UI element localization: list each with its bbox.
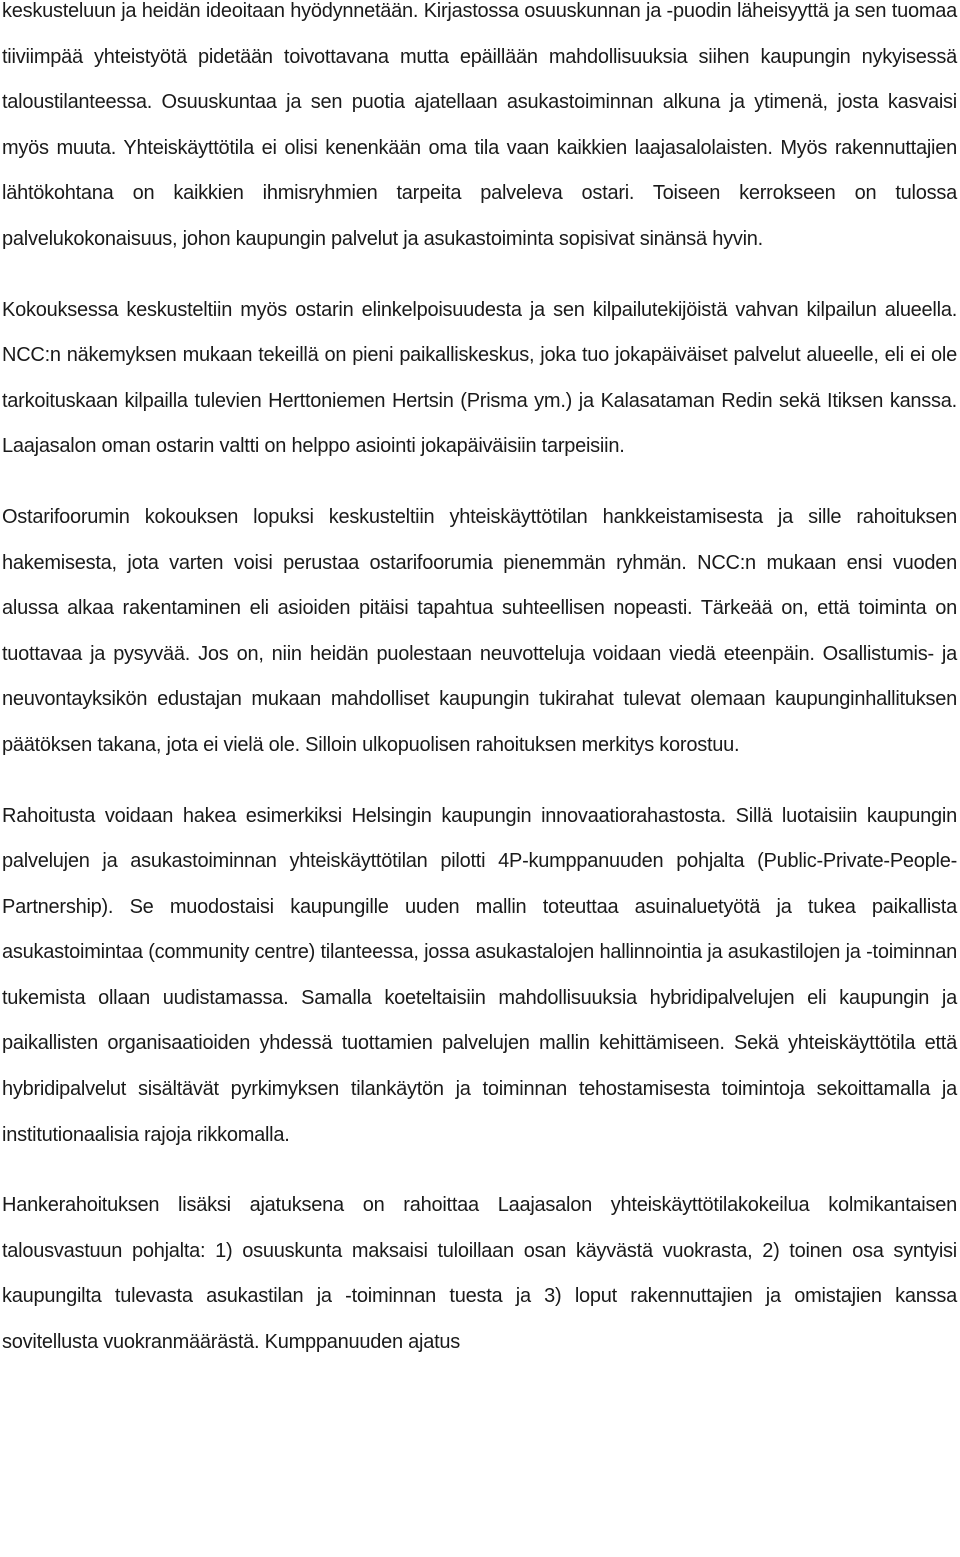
document-page — [2, 0, 957, 1366]
paragraph-shopping-centre-competition: Kokouksessa keskusteltiin myös ostarin elinkelpoisuudesta ja sen kilpailutekijöistä vahvan kilpailun alueella. NCC:n näkemyksen mukaan tekeillä on pieni paikalliskeskus, joka tuo jokapäiväiset palvelut alueelle, eli ei ole tarkoituskaan kilpailla tulevien Herttoniemen Hertsin (Prisma ym.) ja Kalasataman Redin sekä Itiksen kanssa. Laajasalon oman ostarin valtti on helppo asiointi jokapäiväisiin tarpeisiin. — [2, 298, 957, 458]
paragraph-funding-discussion: Ostarifoorumin kokouksen lopuksi keskusteltiin yhteiskäyttötilan hankkeistamisesta ja sille rahoituksen hakemisesta, jota varten voisi perustaa ostarifoorumia pienemmän ryhmän. NCC:n mukaan ensi vuoden alussa alkaa rakentaminen eli asioiden pitäisi tapahtua suhteellisen nopeasti. Tärkeää on, että toiminta on tuottavaa ja pysyvää. Jos on, niin heidän puolestaan neuvotteluja voidaan viedä eteenpäin. Osallistumis- ja neuvontayksikön edustajan mukaan mahdolliset kaupungin tukirahat tulevat olemaan kaupunginhallituksen päätöksen takana, jota ei vielä ole. Silloin ulkopuolisen rahoituksen merkitys korostuu. — [2, 505, 957, 756]
paragraph-innovation-fund: Rahoitusta voidaan hakea esimerkiksi Helsingin kaupungin innovaatiorahastosta. Sillä luotaisiin kaupungin palvelujen ja asukastoiminnan yhteiskäyttötilan pilotti 4P-kumppanuuden pohjalta (Public-Private-People-Partnership). Se muodostaisi kaupungille uuden mallin toteuttaa asuinaluetyötä ja tukea paikallista asukastoimintaa (community centre) tilanteessa, jossa asukastalojen hallinnointia ja asukastilojen ja -toiminnan tukemista ollaan uudistamassa. Samalla koeteltaisiin mahdollisuuksia hybridipalvelujen eli kaupungin ja paikallisten organisaatioiden yhdessä tuottamien palvelujen mallin kehittämiseen. Sekä yhteiskäyttötila että hybridipalvelut sisältävät pyrkimyksen tilankäytön ja toiminnan tehostamisesta toimintoja sekoittamalla ja institutionaalisia rajoja rikkomalla. — [2, 804, 957, 1146]
paragraph-tripartite-funding: Hankerahoituksen lisäksi ajatuksena on rahoittaa Laajasalon yhteiskäyttötilakokeilua kolmikantaisen talousvastuun pohjalta: 1) osuuskunta maksaisi tuloillaan osan käyvästä vuokrasta, 2) toinen osa syntyisi kaupungilta tulevasta asukastilan ja -toiminnan tuesta ja 3) loput rakennuttajien ja omistajien kanssa sovitellusta vuokranmäärästä. Kumppanuuden ajatus — [2, 1194, 957, 1354]
paragraph-library-cooperative: keskusteluun ja heidän ideoitaan hyödynnetään. Kirjastossa osuuskunnan ja -puodin läheisyyttä ja sen tuomaa tiiviimpää yhteistyötä pidetään toivottavana mutta epäillään mahdollisuuksia siihen kaupungin nykyisessä taloustilanteessa. Osuuskuntaa ja sen puotia ajatellaan asukastoiminnan alkuna ja ytimenä, josta kasvaisi myös muuta. Yhteiskäyttötila ei olisi kenenkään oma tila vaan kaikkien laajasalolaisten. Myös rakennuttajien lähtökohtana on kaikkien ihmisryhmien tarpeita palveleva ostari. Toiseen kerrokseen on tulossa palvelukokonaisuus, johon kaupungin palvelut ja asukastoiminta sopisivat sinänsä hyvin. — [2, 0, 957, 250]
